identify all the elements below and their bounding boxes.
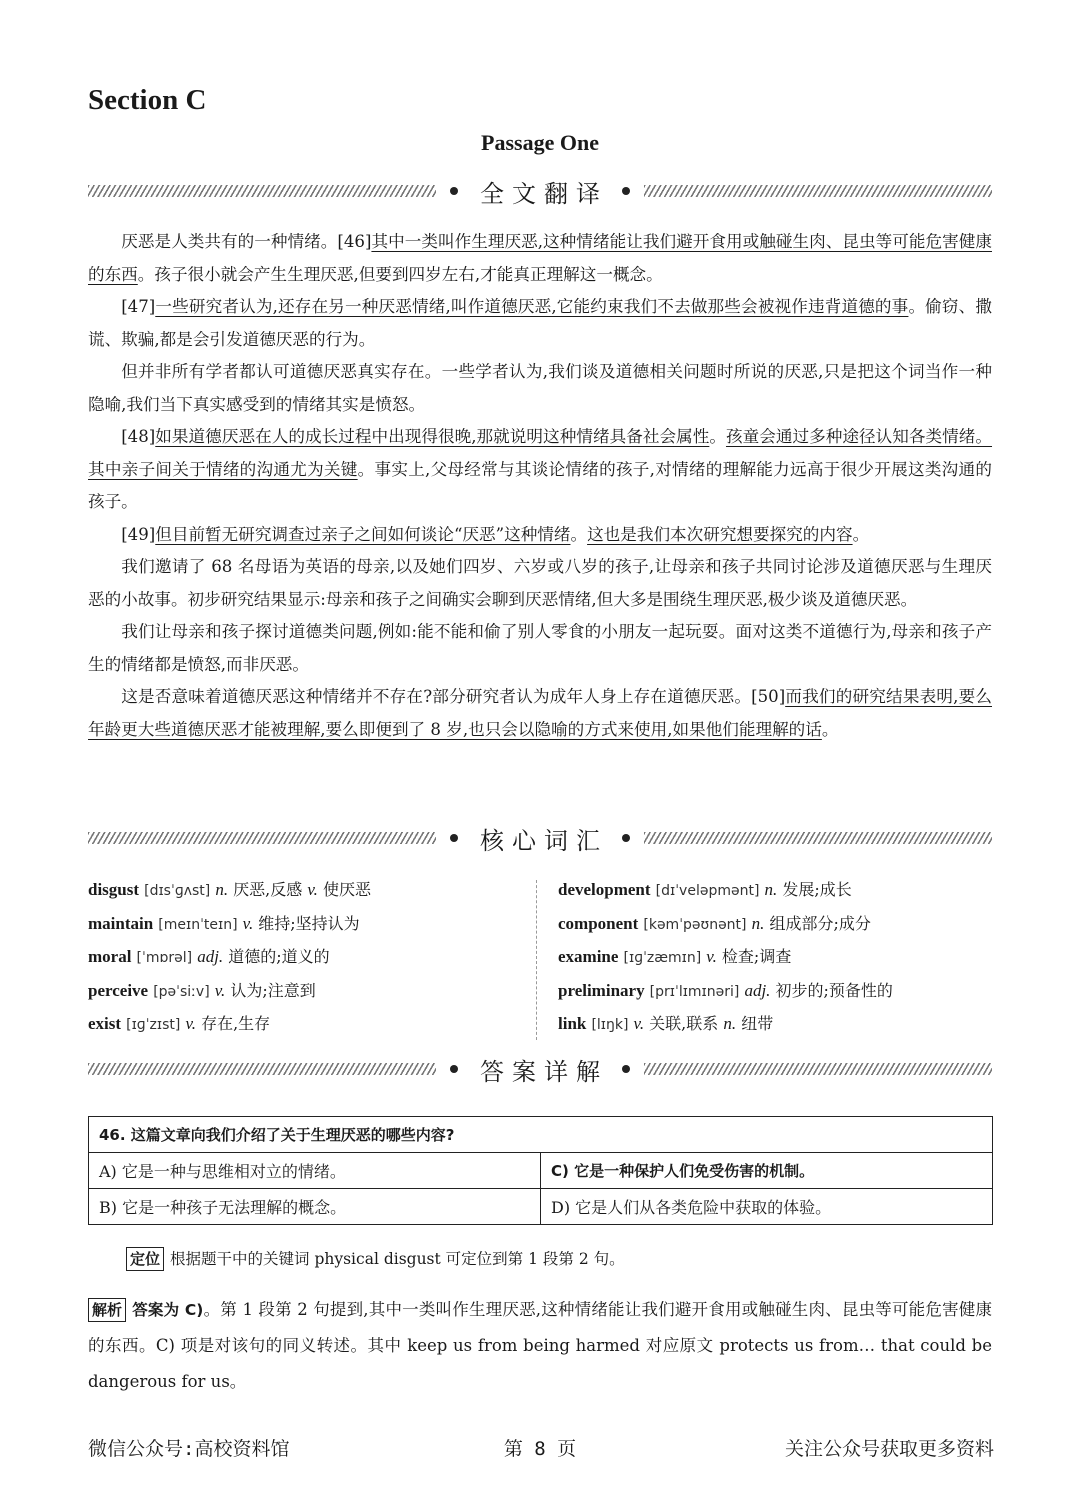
question-stem: 46. 这篇文章向我们介绍了关于生理厌恶的哪些内容? <box>89 1117 993 1153</box>
translation-paragraph <box>88 291 992 356</box>
bullet-dot <box>450 834 458 842</box>
translation-body <box>88 226 992 746</box>
vocab-phonetic: [dɪsˈɡʌst] <box>144 883 211 899</box>
vocab-definition: 发展;成长 <box>777 880 852 899</box>
vocab-phonetic: [kəmˈpəʊnənt] <box>643 916 747 933</box>
vocab-word: exist <box>88 1014 122 1033</box>
footer-left: 微信公众号:高校资料馆 <box>88 1438 290 1460</box>
underlined-key-sentence: 而我们的研究结果表明,要么年龄更大些道德厌恶才能被理解,要么即便到了 8 岁,也只会以隐喻的方式来使用,如果他们能理解的话 <box>88 687 992 739</box>
hatch-decoration <box>88 185 436 197</box>
bullet-dot <box>622 834 630 842</box>
vocab-definition: 组成部分;成分 <box>764 913 871 933</box>
part-of-speech: v. <box>214 980 226 1000</box>
vocab-entry <box>558 975 998 1009</box>
bullet-dot <box>622 1065 630 1073</box>
vocab-phonetic: [ˈmɒrəl] <box>136 950 193 966</box>
translation-text: 。 <box>570 524 588 544</box>
vocab-phonetic: [meɪnˈteɪn] <box>158 916 238 933</box>
underlined-key-sentence: 一些研究者认为,还存在另一种厌恶情绪,叫作道德厌恶,它能约束我们不去做那些会被视作违背道德的事 <box>155 297 909 316</box>
vocab-phonetic: [pəˈsiːv] <box>153 983 210 1000</box>
translation-header-band <box>88 174 992 208</box>
vocab-definition: 关联,联系 <box>644 1014 724 1033</box>
vocab-heading: 核心词汇 <box>480 826 608 855</box>
part-of-speech: n. <box>764 880 778 899</box>
vocab-definition: 厌恶,反感 <box>228 880 308 899</box>
vocab-phonetic: [prɪˈlɪmɪnəri] <box>649 983 740 1000</box>
translation-text: [47] <box>121 297 156 316</box>
translation-text: 我们邀请了 68 名母语为英语的母亲,以及她们四岁、六岁或八岁的孩子,让母亲和孩子共同讨论涉及道德厌恶与生理厌恶的小故事。初步研究结果显示:母亲和孩子之间确实会聊到厌恶情绪,但大多是围绕生理厌恶,极少谈及道德厌恶。 <box>88 557 992 609</box>
vocab-definition: 初步的;预备性的 <box>770 980 893 1000</box>
vocab-entry <box>558 941 998 975</box>
analysis-paragraph <box>88 1292 992 1400</box>
hatch-decoration <box>644 832 992 844</box>
vocab-phonetic: [ɪɡˈzæmɪn] <box>623 950 702 966</box>
part-of-speech: adj. <box>744 980 771 1000</box>
part-of-speech: v. <box>307 880 318 899</box>
vocab-word: perceive <box>88 980 149 1000</box>
underlined-key-sentence: 但目前暂无研究调查过亲子之间如何谈论“厌恶”这种情绪 <box>155 524 571 544</box>
analysis-tag: 解析 <box>88 1298 126 1322</box>
vocab-divider <box>536 880 537 1040</box>
vocab-entry <box>88 1008 528 1042</box>
vocab-definition: 纽带 <box>736 1014 774 1033</box>
part-of-speech: n. <box>751 913 765 933</box>
option-c: C) 它是一种保护人们免受伤害的机制。 <box>541 1153 993 1189</box>
translation-paragraph <box>88 551 992 616</box>
vocab-list-left <box>88 874 528 1042</box>
bullet-dot <box>450 1065 458 1073</box>
underlined-key-sentence: 这也是我们本次研究想要探究的内容 <box>587 524 853 544</box>
part-of-speech: v. <box>185 1014 196 1033</box>
question-stem-row <box>89 1117 993 1153</box>
translation-paragraph <box>88 421 992 519</box>
bullet-dot <box>622 187 630 195</box>
translation-text: 。 <box>821 719 839 739</box>
section-title: Section C <box>88 84 207 116</box>
translation-text: [49] <box>121 524 156 544</box>
option-b: B) 它是一种孩子无法理解的概念。 <box>89 1189 541 1225</box>
part-of-speech: n. <box>723 1014 737 1033</box>
vocab-word: link <box>558 1014 587 1033</box>
vocab-definition: 维持;坚持认为 <box>253 913 360 933</box>
vocab-definition: 道德的;道义的 <box>223 947 330 966</box>
translation-paragraph <box>88 681 992 746</box>
part-of-speech: v. <box>706 947 717 966</box>
hatch-decoration <box>644 185 992 197</box>
vocab-word: moral <box>88 947 132 966</box>
translation-paragraph <box>88 356 992 421</box>
answers-heading: 答案详解 <box>480 1057 608 1086</box>
translation-text: 。偷窃、撒谎、欺骗,都是会引发道德厌恶的行为。 <box>88 297 993 349</box>
translation-heading: 全文翻译 <box>480 179 608 208</box>
locate-text: 根据题干中的关键词 physical disgust 可定位到第 1 段第 2 句。 <box>170 1250 625 1268</box>
hatch-decoration <box>88 1063 436 1075</box>
vocab-entry <box>88 941 528 975</box>
options-row <box>89 1189 993 1225</box>
part-of-speech: v. <box>633 1014 645 1033</box>
part-of-speech: n. <box>215 880 229 899</box>
vocab-definition: 使厌恶 <box>317 880 371 899</box>
analysis-text: 。第 1 段第 2 句提到,其中一类叫作生理厌恶,这种情绪能让我们避开食用或触碰生肉、昆虫等可能危害健康的东西。C) 项是对该句的同义转述。其中 keep us from being harmed 对应原文 protects us from… that could be dangerous for us。 <box>88 1300 992 1391</box>
translation-text: 厌恶是人类共有的一种情绪。[46] <box>121 232 372 251</box>
vocab-definition: 存在,生存 <box>195 1014 271 1033</box>
vocab-entry <box>558 908 998 942</box>
vocab-entry <box>88 975 528 1009</box>
hatch-decoration <box>644 1063 992 1075</box>
vocab-phonetic: [lɪŋk] <box>591 1017 629 1033</box>
translation-paragraph <box>88 616 992 681</box>
answer-lead: 答案为 C) <box>132 1301 204 1319</box>
vocab-entry <box>88 908 528 942</box>
vocab-definition: 认为;注意到 <box>225 980 316 1000</box>
answers-header-band <box>88 1052 992 1086</box>
vocab-list-right <box>558 874 998 1042</box>
vocab-phonetic: [dɪˈveləpmənt] <box>655 883 760 899</box>
part-of-speech: v. <box>242 913 254 933</box>
translation-text: 但并非所有学者都认可道德厌恶真实存在。一些学者认为,我们谈及道德相关问题时所说的厌恶,只是把这个词当作一种隐喻,我们当下真实感受到的情绪其实是愤怒。 <box>88 362 992 414</box>
translation-text: 。孩子很小就会产生生理厌恶,但要到四岁左右,才能真正理解这一概念。 <box>137 264 663 284</box>
hatch-decoration <box>88 832 436 844</box>
underlined-key-sentence: 如果道德厌恶在人的成长过程中出现得很晚,那就说明这种情绪具备社会属性 <box>155 427 710 446</box>
translation-text: 。 <box>709 427 726 446</box>
vocab-entry <box>88 874 528 908</box>
translation-text: 。 <box>852 524 870 544</box>
translation-paragraph <box>88 226 992 291</box>
translation-text: 我们让母亲和孩子探讨道德类问题,例如:能不能和偷了别人零食的小朋友一起玩耍。面对这类不道德行为,母亲和孩子产生的情绪都是愤怒,而非厌恶。 <box>88 622 992 674</box>
option-a: A) 它是一种与思维相对立的情绪。 <box>89 1153 541 1189</box>
footer-page-number: 第 8 页 <box>503 1438 577 1460</box>
vocab-word: examine <box>558 947 619 966</box>
options-row <box>89 1153 993 1189</box>
part-of-speech: adj. <box>197 947 224 966</box>
vocab-word: maintain <box>88 913 154 933</box>
passage-title: Passage One <box>481 130 599 155</box>
vocab-word: preliminary <box>558 980 645 1000</box>
underlined-key-sentence: 其中一类叫作生理厌恶,这种情绪能让我们避开食用或触碰生肉、昆虫等可能危害健康的东西 <box>88 232 992 284</box>
bullet-dot <box>450 187 458 195</box>
vocab-word: component <box>558 913 639 933</box>
vocab-entry <box>558 874 998 908</box>
vocab-header-band <box>88 821 992 855</box>
locate-line <box>126 1246 625 1272</box>
translation-text: [48] <box>121 427 156 446</box>
option-d: D) 它是人们从各类危险中获取的体验。 <box>541 1189 993 1225</box>
translation-text: 。事实上,父母经常与其谈论情绪的孩子,对情绪的理解能力远高于很少开展这类沟通的孩子。 <box>88 459 992 511</box>
vocab-entry <box>558 1008 998 1042</box>
translation-paragraph <box>88 519 992 552</box>
footer-right: 关注公众号获取更多资料 <box>784 1438 994 1460</box>
vocab-definition: 检查;调查 <box>716 947 792 966</box>
question-table <box>88 1116 993 1225</box>
underlined-key-sentence: 孩童会通过多种途径认知各类情绪。其中亲子间关于情绪的沟通尤为关键 <box>88 427 993 479</box>
vocab-word: disgust <box>88 880 140 899</box>
translation-text: 这是否意味着道德厌恶这种情绪并不存在?部分研究者认为成年人身上存在道德厌恶。[50] <box>121 687 786 706</box>
vocab-phonetic: [ɪɡˈzɪst] <box>126 1017 181 1033</box>
vocab-word: development <box>558 880 651 899</box>
locate-tag: 定位 <box>126 1247 164 1271</box>
